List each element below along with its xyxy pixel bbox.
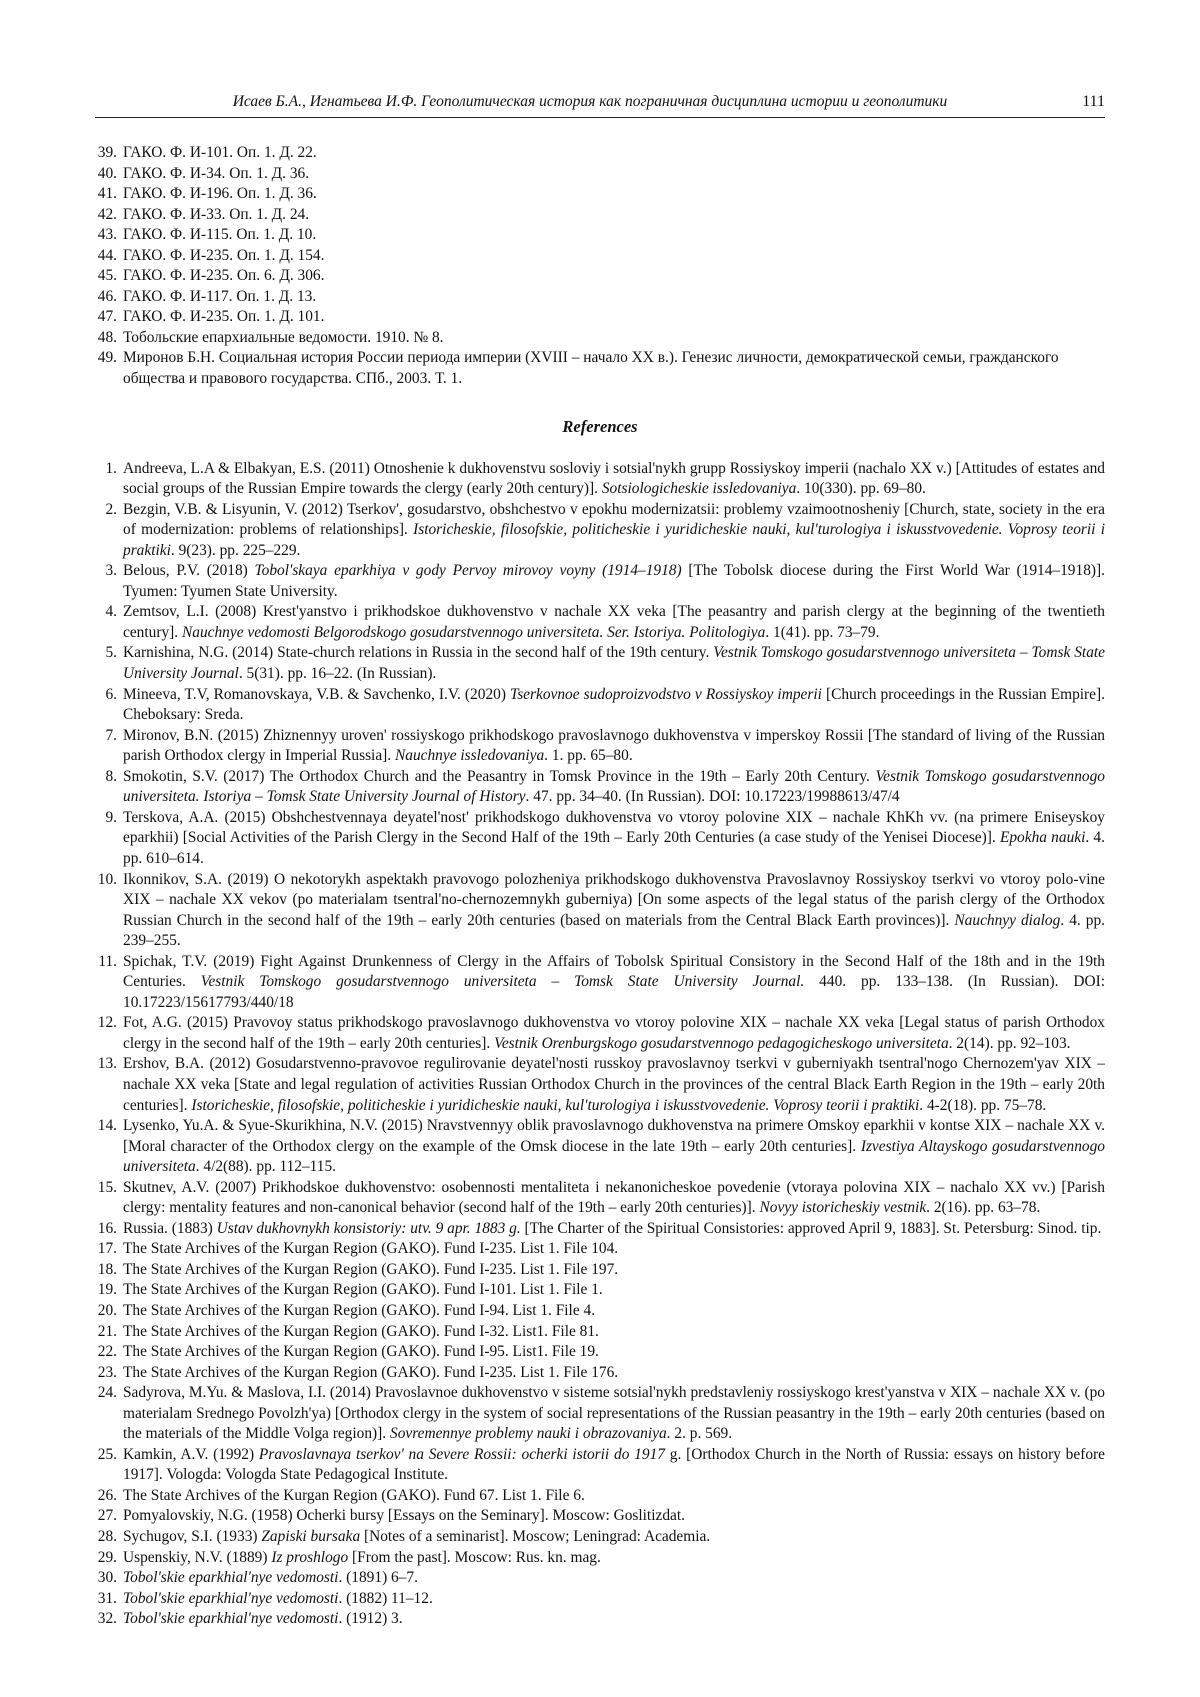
item-number: 32. [97,1610,117,1628]
header-rule [95,117,1105,118]
reference-text-segment: Tobol'skie eparkhial'nye vedomosti [123,1610,339,1628]
reference-text-segment: The State Archives of the Kurgan Region (GAKO). Fund I-101. List 1. File 1. [123,1281,603,1299]
reference-text-segment: The State Archives of the Kurgan Region (GAKO). Fund I-235. List 1. File 197. [123,1260,619,1278]
item-number: 20. [97,1301,117,1319]
archival-reference-item [95,307,1105,328]
reference-item [95,459,1105,500]
reference-text-segment: Mineeva, T.V, Romanovskaya, V.B. & Savchenko, I.V. (2020) [123,685,511,703]
reference-text-segment: [Church proceedings in the Russian Empire]. Cheboksary: Sreda. [123,685,1105,724]
reference-text-segment: The State Archives of the Kurgan Region (GAKO). Fund I-235. List 1. File 104. [123,1240,619,1258]
reference-text-segment: . (1912) 3. [338,1610,403,1628]
reference-item [95,1383,1105,1445]
reference-text-segment: . 2. p. 569. [666,1425,733,1443]
reference-text-segment: Vestnik Tomskogo gosudarstvennogo universiteta – Tomsk State University Journal. [200,973,805,991]
reference-text-segment: 440. pp. 133–138. (In Russian). DOI: 10.17223/15617793/440/18 [123,973,1105,1011]
item-number: 13. [97,1055,117,1073]
reference-text-segment: Zapiski bursaka [261,1528,361,1545]
reference-text-segment: . 4. pp. 610–614. [123,829,1105,867]
item-number: 1. [105,459,117,477]
archival-reference-item [95,205,1105,226]
reference-text-segment: . 2(16). pp. 63–78. [926,1199,1041,1217]
item-number: 7. [105,726,117,744]
reference-item [95,561,1105,602]
reference-text-segment: Ershov, B.A. (2012) Gosudarstvenno-pravovoe regulirovanie deyatel'nosti russkoy pravoslavnoy tserkvi v guberniyakh tsentral'nogo Chernozem'yav XIX – nachale XX veka [State and legal regulation of activities Russian Orthodox Church in the provinces of the central Black Earth Region in the 19th – early 20th centuries]. [123,1055,1105,1114]
reference-item [95,1568,1105,1589]
reference-text-segment: . 4. pp. 239–255. [123,911,1105,950]
reference-text-segment: . 5(31). pp. 16–22. (In Russian). [238,665,437,683]
item-number: 14. [97,1117,117,1135]
item-number: 9. [105,808,117,826]
reference-text-segment: Nauchnyy dialog [954,911,1061,929]
reference-text-segment: . (1882) 11–12. [338,1589,433,1607]
reference-text-segment: Tserkovnoe sudoproizvodstvo v Rossiyskoy imperii [510,685,822,703]
reference-text-segment: [From the past]. Moscow: Rus. kn. mag. [348,1548,601,1566]
reference-item [95,1239,1105,1260]
archival-reference-item [95,225,1105,246]
item-number: 3. [105,562,117,580]
reference-text-segment: Tobol'skie eparkhial'nye vedomosti [123,1569,339,1587]
archival-reference-item [95,328,1105,349]
reference-item [95,602,1105,643]
reference-text-segment: Novyy istoricheskiy vestnik [759,1199,927,1217]
item-number: 31. [97,1589,117,1607]
reference-text-segment: Zemtsov, L.I. (2008) Krest'yanstvo i prikhodskoe dukhovenstvo v nachale XX veka [The peasantry and parish clergy at the beginning of the twentieth century]. [123,603,1105,641]
reference-item [95,726,1105,767]
reference-text-segment: Belous, P.V. (2018) [123,562,255,580]
item-number: 39. [97,144,117,161]
reference-text-segment: Vestnik Tomskogo gosudarstvennogo universiteta – Tomsk State University Journal [123,644,1105,683]
reference-text-segment: Vestnik Orenburgskogo gosudarstvennogo pedagogicheskogo universiteta [494,1034,949,1052]
reference-text-segment: Ikonnikov, S.A. (2019) O nekotorykh aspektakh pravovogo polozheniya prikhodskogo dukhovenstva Pravoslavnoy Rossiyskoy tserkvi vo vtoroy polo-vine XIX – nachale XX vekov (po materialam tsentral'no-chernozemnykh guberniya) [On some aspects of the legal status of the parish clergy of the Orthodox Russian Church in the second half of the 19th – early 20th centuries (based on materials from the Central Black Earth provinces)]. [123,870,1105,929]
reference-item [95,1363,1105,1384]
reference-text-segment: [The Tobolsk diocese during the First World War (1914–1918)]. Tyumen: Tyumen State University. [123,562,1105,600]
references-list [95,459,1105,1630]
archival-reference-item [95,348,1105,389]
reference-text-segment: ГАКО. Ф. И-235. Оп. 1. Д. 154. [123,246,325,264]
reference-text-segment: . 47. pp. 34–40. (In Russian). DOI: 10.17223/19988613/47/4 [525,788,900,806]
running-header [95,92,1105,111]
item-number: 29. [97,1548,117,1566]
reference-text-segment: Pomyalovskiy, N.G. (1958) Ocherki bursy [Essays on the Seminary]. Moscow: Goslitizdat. [123,1507,685,1525]
reference-text-segment: . 10(330). pp. 69–80. [796,480,926,498]
archival-reference-item [95,184,1105,205]
reference-text-segment: The State Archives of the Kurgan Region (GAKO). Fund I-32. List1. File 81. [123,1322,599,1340]
reference-text-segment: ГАКО. Ф. И-235. Оп. 1. Д. 101. [123,308,325,326]
reference-text-segment: Pravoslavnaya tserkov' na Severe Rossii: ocherki istorii do 1917 [258,1445,665,1463]
reference-text-segment: ГАКО. Ф. И-117. Оп. 1. Д. 13. [123,287,317,305]
reference-text-segment: Spichak, T.V. (2019) Fight Against Drunkenness of Clergy in the Affairs of Tobolsk Spiritual Consistory in the Second Half of the 18th and in the 19th Centuries. [123,952,1105,991]
reference-item [95,500,1105,562]
item-number: 8. [105,767,117,785]
reference-text-segment: Sychugov, S.I. (1933) [123,1528,262,1545]
references-heading: References [562,416,638,436]
reference-text-segment: Andreeva, L.A & Elbakyan, E.S. (2011) Otnoshenie k dukhovenstvu sosloviy i sotsial'nykh grupp Rossiyskoy imperii (nachalo XX v.) [Attitudes of estates and social groups of the Russian Empire towards the clergy (early 20th century)]. [123,459,1105,498]
reference-text-segment: Karnishina, N.G. (2014) State-church relations in Russia in the second half of the 19th century. [123,644,714,662]
item-number: 44. [97,246,117,264]
reference-text-segment: ГАКО. Ф. И-235. Оп. 6. Д. 306. [123,267,325,285]
reference-item [95,1301,1105,1322]
reference-item [95,1116,1105,1178]
reference-text-segment: Vestnik Tomskogo gosudarstvennogo universiteta. Istoriya – Tomsk State University Journal of History [123,767,1105,806]
reference-text-segment: . 4/2(88). pp. 112–115. [195,1158,337,1176]
reference-text-segment: . 1(41). pp. 73–79. [765,623,880,641]
reference-text-segment: ГАКО. Ф. И-101. Оп. 1. Д. 22. [123,144,317,161]
reference-item [95,1178,1105,1219]
reference-text-segment: Russia. (1883) [123,1219,217,1237]
reference-text-segment: Terskova, A.A. (2015) Obshchestvennaya deyatel'nost' prikhodskogo dukhovenstva vo vtoroy polovine XIX – nachale KhKh vv. (na primere Eniseyskoy eparkhii) [Social Activities of the Parish Clergy in the Second Half of the 19th – Early 20th Centuries (a case study of the Yenisei Diocese)]. [123,808,1105,847]
archival-reference-item [95,287,1105,308]
reference-text-segment: g. [Orthodox Church in the North of Russia: essays on history before 1917]. Vologda: Vologda State Pedagogical Institute. [123,1445,1105,1484]
item-number: 48. [97,328,117,346]
archival-reference-item [95,246,1105,267]
archival-reference-item [95,266,1105,287]
reference-item [95,808,1105,870]
reference-text-segment: ГАКО. Ф. И-34. Оп. 1. Д. 36. [123,164,310,182]
item-number: 17. [97,1240,117,1258]
item-number: 41. [97,185,117,203]
reference-item [95,1486,1105,1507]
archival-reference-item [95,164,1105,185]
reference-item [95,1260,1105,1281]
item-number: 2. [105,500,117,518]
reference-text-segment: Sotsiologicheskie issledovaniya [601,480,797,498]
item-number: 23. [97,1363,117,1381]
item-number: 12. [97,1014,117,1032]
item-number: 46. [97,287,117,305]
reference-item [95,952,1105,1014]
reference-text-segment: The State Archives of the Kurgan Region (GAKO). Fund I-95. List1. File 19. [123,1343,599,1361]
item-number: 24. [97,1384,117,1402]
item-number: 43. [97,226,117,244]
reference-item [95,1548,1105,1569]
reference-item [95,1342,1105,1363]
reference-text-segment: Nauchnye vedomosti Belgorodskogo gosudarstvennogo universiteta. Ser. Istoriya. Politologiya [181,623,766,641]
reference-text-segment: Uspenskiy, N.V. (1889) [123,1548,272,1566]
reference-text-segment: [The Charter of the Spiritual Consistories: approved April 9, 1883]. St. Petersburg: Sinod. tip. [520,1219,1102,1237]
reference-text-segment: Nauchnye issledovaniya [395,747,545,765]
reference-text-segment: [Notes of a seminarist]. Moscow; Leningrad: Academia. [360,1528,711,1545]
reference-item [95,1280,1105,1301]
reference-item [95,1609,1105,1630]
reference-text-segment: Sovremennye problemy nauki i obrazovaniya [390,1425,667,1443]
reference-text-segment: Bezgin, V.B. & Lisyunin, V. (2012) Tserkov', gosudarstvo, obshchestvo v epokhu modernizatsii: problemy vzaimootnosheniy [Church, state, society in the era of modernization: problems of relationships]. [123,500,1105,539]
item-number: 6. [105,685,117,703]
item-number: 15. [97,1178,117,1196]
reference-text-segment: Kamkin, A.V. (1992) [123,1445,259,1463]
page-number: 111 [1082,93,1105,110]
reference-text-segment: . 4-2(18). pp. 75–78. [919,1096,1047,1114]
reference-item [95,1322,1105,1343]
reference-text-segment: Istoricheskie, filosofskie, politicheskie i yuridicheskie nauki, kul'turologiya i iskusstvovedenie. Voprosy teorii i praktiki [123,521,1105,559]
reference-text-segment: Smokotin, S.V. (2017) The Orthodox Church and the Peasantry in Tomsk Province in the 19th – Early 20th Century. [123,767,876,785]
item-number: 40. [97,164,117,182]
item-number: 30. [97,1569,117,1587]
reference-text-segment: Iz proshlogo [271,1548,349,1566]
reference-item [95,1589,1105,1610]
item-number: 26. [97,1486,117,1504]
archival-reference-list [95,143,1105,390]
item-number: 19. [97,1281,117,1299]
reference-item [95,1013,1105,1054]
item-number: 4. [105,603,117,621]
reference-item [95,685,1105,726]
reference-text-segment: Istoricheskie, filosofskie, politicheskie i yuridicheskie nauki, kul'turologiya i iskusstvovedenie. Voprosy teorii i praktiki [191,1096,920,1114]
item-number: 45. [97,267,117,285]
reference-text-segment: Tobol'skaya eparkhiya v gody Pervoy mirovoy voyny (1914–1918) [254,562,682,580]
reference-text-segment: . 9(23). pp. 225–229. [170,541,301,559]
reference-item [95,1219,1105,1240]
item-number: 18. [97,1260,117,1278]
reference-text-segment: Lysenko, Yu.A. & Syue-Skurikhina, N.V. (2015) Nravstvennyy oblik pravoslavnogo dukhovenstva na primere Omskoy eparkhii v kontse XIX – nachale XX v. [Moral character of the Orthodox clergy on the example of the Omsk diocese in the late 19th – early 20th centuries]. [123,1117,1105,1155]
item-number: 11. [98,952,117,970]
reference-text-segment: ГАКО. Ф. И-196. Оп. 1. Д. 36. [123,185,317,203]
reference-text-segment: Skutnev, A.V. (2007) Prikhodskoe dukhovenstvo: osobennosti mentaliteta i nekanonicheskoe povedenie (vtoraya polovina XIX – nachalo XX vv.) [Parish clergy: mentality features and non-canonical behavior (second half of the 19th – early 20th centuries)]. [123,1178,1105,1217]
reference-text-segment: . 1. pp. 65–80. [544,747,633,765]
item-number: 28. [97,1528,117,1545]
item-number: 27. [97,1507,117,1525]
item-number: 49. [97,349,117,367]
reference-item [95,870,1105,952]
reference-item [95,767,1105,808]
item-number: 16. [97,1219,117,1237]
reference-text-segment: Tobol'skie eparkhial'nye vedomosti [123,1589,339,1607]
reference-text-segment: Ustav dukhovnykh konsistoriy: utv. 9 apr. 1883 g. [216,1219,521,1237]
item-number: 25. [97,1445,117,1463]
item-number: 22. [97,1343,117,1361]
item-number: 21. [97,1322,117,1340]
reference-text-segment: The State Archives of the Kurgan Region (GAKO). Fund I-94. List 1. File 4. [123,1301,596,1319]
item-number: 10. [97,870,117,888]
reference-text-segment: Sadyrova, M.Yu. & Maslova, I.I. (2014) Pravoslavnoe dukhovenstvo v sisteme sotsial'nykh predstavleniy rossiyskogo krest'yanstva v XIX – nachale XX v. (po materialam Srednego Povolzh'ya) [Orthodox clergy in the system of social representations of the Russian peasantry in the 19th – early 20th centuries (based on the materials of the Middle Volga region)]. [123,1384,1105,1443]
running-header-title: Исаев Б.А., Игнатьева И.Ф. Геополитическая история как пограничная дисциплина истории и геополитики [232,93,948,110]
reference-item [95,643,1105,684]
reference-item [95,1506,1105,1527]
reference-item [95,1527,1105,1548]
reference-text-segment: . (1891) 6–7. [338,1569,418,1587]
reference-text-segment: . 2(14). pp. 92–103. [948,1034,1071,1052]
reference-text-segment: ГАКО. Ф. И-33. Оп. 1. Д. 24. [123,205,310,223]
reference-item [95,1445,1105,1486]
item-number: 42. [97,205,117,223]
reference-item [95,1054,1105,1116]
reference-text-segment: Mironov, B.N. (2015) Zhiznennyy uroven' rossiyskogo prikhodskogo pravoslavnogo dukhovenstva v imperskoy Rossii [The standard of living of the Russian parish Orthodox clergy in Imperial Russia]. [123,726,1105,765]
reference-text-segment: The State Archives of the Kurgan Region (GAKO). Fund I-235. List 1. File 176. [123,1363,619,1381]
reference-text-segment: Izvestiya Altayskogo gosudarstvennogo universiteta [123,1137,1105,1176]
reference-text-segment: Миронов Б.Н. Социальная история России периода империи (XVIII – начало XX в.). Генезис личности, демократической семьи, гражданского общества и правового государства. СПб., 2003. Т. 1. [123,349,1059,388]
item-number: 5. [105,644,117,662]
reference-text-segment: Тобольские епархиальные ведомости. 1910. № 8. [123,328,444,346]
item-number: 47. [97,308,117,326]
reference-text-segment: Fot, A.G. (2015) Pravovoy status prikhodskogo pravoslavnogo dukhovenstva vo vtoroy polovine XIX – nachale XX veka [Legal status of parish Orthodox clergy in the second half of the 19th – early 20th centuries]. [123,1014,1105,1052]
archival-reference-item [95,143,1105,164]
reference-text-segment: Epokha nauki [999,829,1086,847]
reference-text-segment: ГАКО. Ф. И-115. Оп. 1. Д. 10. [123,226,317,244]
reference-text-segment: The State Archives of the Kurgan Region (GAKO). Fund 67. List 1. File 6. [123,1486,585,1504]
